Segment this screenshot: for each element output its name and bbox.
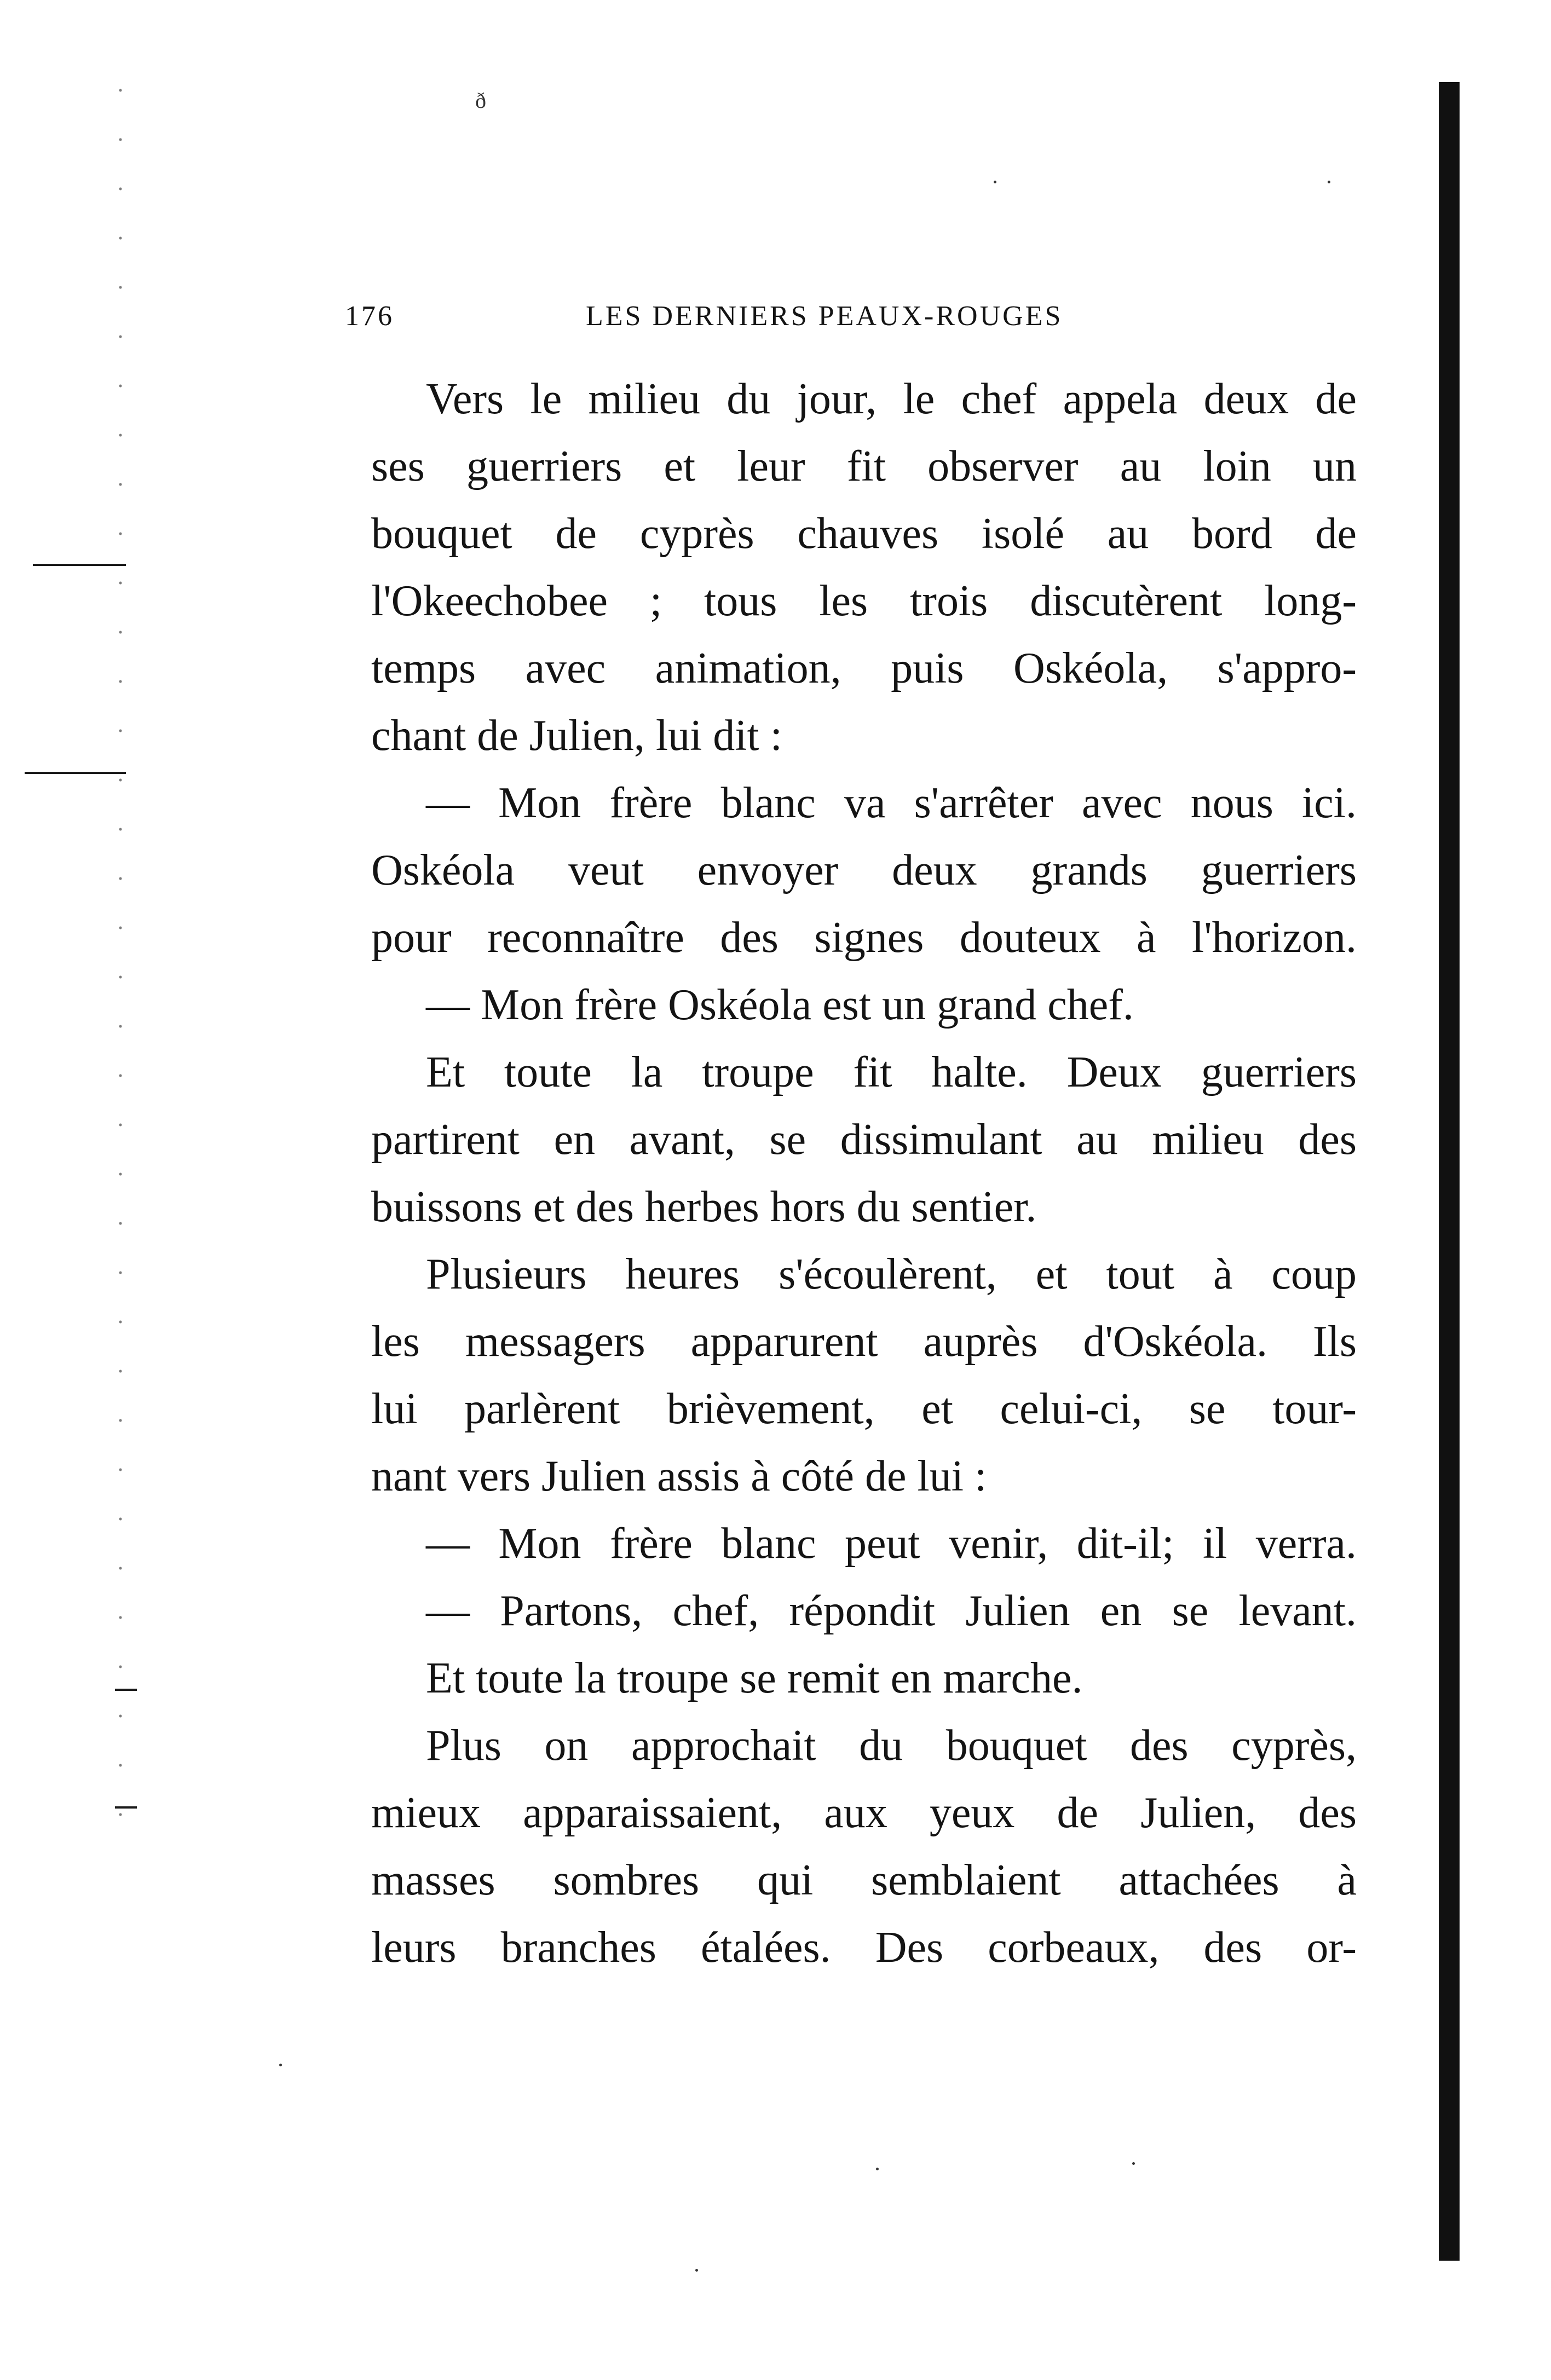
speck xyxy=(1328,181,1330,183)
text-line: chant de Julien, lui dit : xyxy=(371,712,782,760)
text-line: lui parlèrent brièvement, et celui-ci, se tour- xyxy=(371,1385,1357,1433)
speck xyxy=(994,181,996,183)
text-line: Plus on approchait du bouquet des cyprès, xyxy=(426,1722,1357,1770)
text-line: masses sombres qui semblaient attachées à xyxy=(371,1856,1357,1904)
page-number: 176 xyxy=(345,301,394,332)
text-line: pour reconnaître des signes douteux à l'horizon. xyxy=(371,914,1357,962)
top-mark: ð xyxy=(475,88,486,113)
running-header xyxy=(345,300,1150,338)
margin-rule-4 xyxy=(115,1806,137,1809)
text-line: Oskéola veut envoyer deux grands guerriers xyxy=(371,846,1357,894)
text-line: bouquet de cyprès chauves isolé au bord de xyxy=(371,510,1357,558)
text-line: les messagers apparurent auprès d'Oskéola. Ils xyxy=(371,1318,1357,1366)
speck xyxy=(876,2168,879,2170)
text-line: — Mon frère Oskéola est un grand chef. xyxy=(426,981,1134,1029)
text-line: nant vers Julien assis à côté de lui : xyxy=(371,1452,987,1500)
speck xyxy=(1132,2162,1135,2165)
text-line: l'Okeechobee ; tous les trois discutèrent long- xyxy=(371,577,1357,625)
text-line: buissons et des herbes hors du sentier. xyxy=(371,1183,1037,1231)
text-line: ses guerriers et leur fit observer au loin un xyxy=(371,442,1357,490)
running-title: LES DERNIERS PEAUX-ROUGES xyxy=(586,301,1063,332)
margin-scan-dots xyxy=(118,66,123,1817)
text-line: temps avec animation, puis Oskéola, s'appro- xyxy=(371,644,1357,692)
text-line: Plusieurs heures s'écoulèrent, et tout à coup xyxy=(426,1250,1357,1298)
speck xyxy=(695,2269,698,2272)
text-line: partirent en avant, se dissimulant au milieu des xyxy=(371,1116,1357,1164)
text-line: mieux apparaissaient, aux yeux de Julien, des xyxy=(371,1789,1357,1837)
margin-rule-1 xyxy=(33,564,126,566)
body-text xyxy=(371,366,1357,1982)
speck xyxy=(279,2064,282,2066)
text-line: — Partons, chef, répondit Julien en se levant. xyxy=(426,1587,1357,1635)
margin-rule-3 xyxy=(115,1689,137,1691)
text-line: leurs branches étalées. Des corbeaux, des or- xyxy=(371,1923,1357,1972)
text-line: Et toute la troupe fit halte. Deux guerriers xyxy=(426,1048,1357,1096)
binding-edge xyxy=(1439,82,1460,2261)
text-line: — Mon frère blanc peut venir, dit-il; il verra. xyxy=(426,1520,1357,1568)
margin-rule-2 xyxy=(25,772,126,774)
text-line: Et toute la troupe se remit en marche. xyxy=(426,1654,1083,1702)
text-line: Vers le milieu du jour, le chef appela deux de xyxy=(426,375,1357,423)
text-line: — Mon frère blanc va s'arrêter avec nous ici. xyxy=(426,779,1357,827)
